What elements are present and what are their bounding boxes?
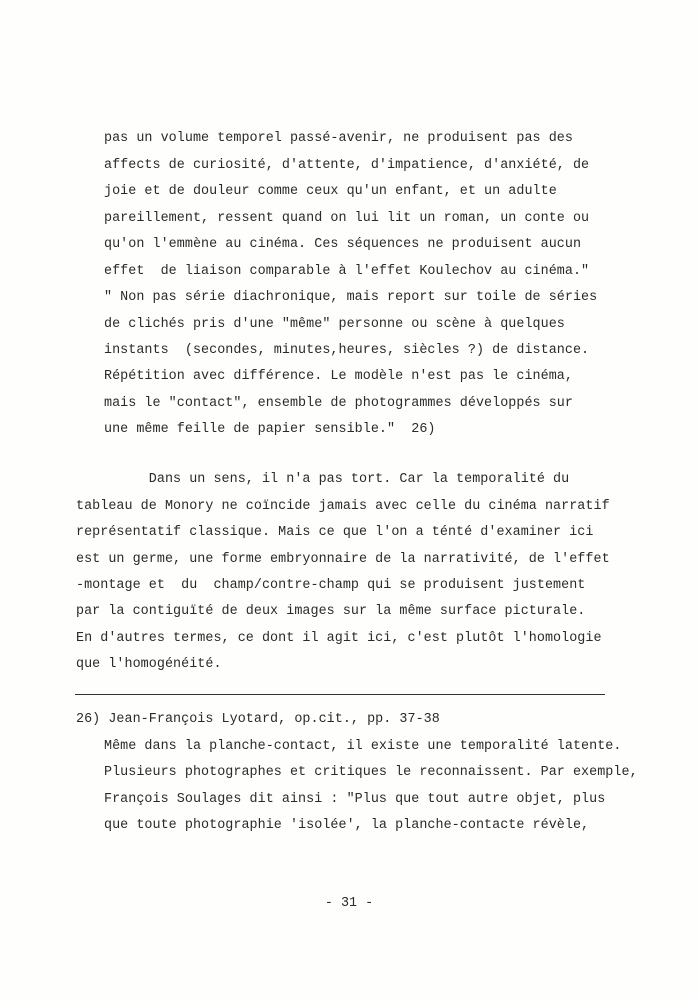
footnote-separator	[75, 694, 605, 695]
footnote-reference: 26) Jean-François Lyotard, op.cit., pp. 37-38	[76, 712, 440, 727]
footnote-line: Même dans la planche-contact, il existe une temporalité latente.	[104, 739, 622, 754]
page-number: - 31 -	[324, 896, 374, 911]
quote-line: qu'on l'emmène au cinéma. Ces séquences ne produisent aucun	[104, 237, 582, 252]
footnote-line: François Soulages dit ainsi : "Plus que tout autre objet, plus	[104, 792, 606, 807]
quote-line: effet de liaison comparable à l'effet Koulechov au cinéma."	[104, 264, 590, 279]
footnote-line: que toute photographie 'isolée', la planche-contacte révèle,	[104, 818, 590, 833]
body-line: est un germe, une forme embryonnaire de la narrativité, de l'effet	[76, 552, 610, 567]
body-line: par la contiguïté de deux images sur la même surface picturale.	[76, 604, 586, 619]
quote-line: Répétition avec différence. Le modèle n'est pas le cinéma,	[104, 369, 573, 384]
body-line: Dans un sens, il n'a pas tort. Car la temporalité du	[76, 472, 570, 487]
body-line: En d'autres termes, ce dont il agit ici, c'est plutôt l'homologie	[76, 631, 602, 646]
quote-line: mais le "contact", ensemble de photogrammes développés sur	[104, 396, 573, 411]
quote-line: instants (secondes, minutes,heures, siècles ?) de distance.	[104, 343, 590, 358]
quote-line: pareillement, ressent quand on lui lit un roman, un conte ou	[104, 211, 590, 226]
footnote-line: Plusieurs photographes et critiques le reconnaissent. Par exemple,	[104, 765, 638, 780]
body-line: tableau de Monory ne coïncide jamais avec celle du cinéma narratif	[76, 499, 610, 514]
body-line: -montage et du champ/contre-champ qui se produisent justement	[76, 578, 586, 593]
body-line: que l'homogénéité.	[76, 657, 222, 672]
quote-line: " Non pas série diachronique, mais report sur toile de séries	[104, 290, 598, 305]
quote-line: de clichés pris d'une "même" personne ou scène à quelques	[104, 317, 565, 332]
quote-line: pas un volume temporel passé-avenir, ne produisent pas des	[104, 131, 573, 146]
quote-line: une même feille de papier sensible." 26)	[104, 422, 436, 437]
body-line: représentatif classique. Mais ce que l'on a ténté d'examiner ici	[76, 525, 594, 540]
quote-line: joie et de douleur comme ceux qu'un enfant, et un adulte	[104, 184, 557, 199]
quote-line: affects de curiosité, d'attente, d'impatience, d'anxiété, de	[104, 158, 590, 173]
